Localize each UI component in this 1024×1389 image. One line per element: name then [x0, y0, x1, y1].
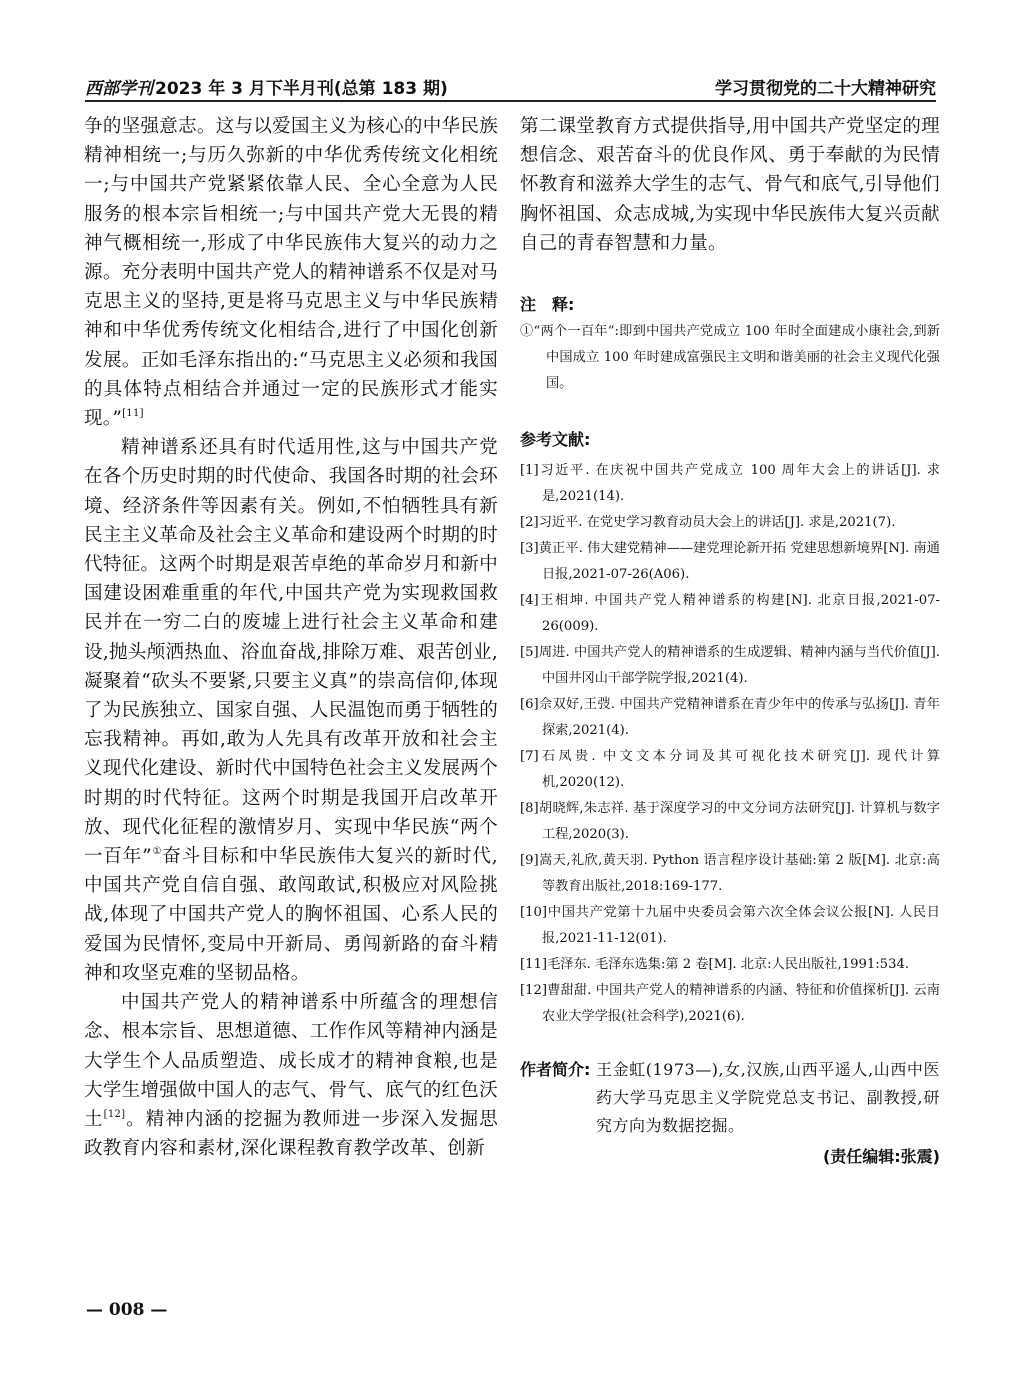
reference-number: [3] [520, 541, 539, 557]
reference-number: [7] [520, 749, 539, 765]
journal-logo: 西部学刊 [85, 79, 153, 99]
citation-12: [12] [103, 1108, 126, 1120]
reference-item [520, 588, 940, 640]
footnote-marker-1: ① [151, 846, 163, 858]
paragraph-text: 。精神内涵的挖掘为教师进一步深入发掘思政教育内容和素材,深化课程教育教学改革、创新 [84, 1108, 498, 1160]
responsible-editor: (责任编辑:张震) [822, 1147, 940, 1167]
reference-number: [6] [520, 697, 539, 713]
reference-item [520, 510, 940, 536]
reference-item [520, 978, 940, 1030]
reference-item [520, 952, 940, 978]
citation-11: [11] [122, 408, 144, 420]
reference-text: 毛泽东. 毛泽东选集:第 2 卷[M]. 北京:人民出版社,1991:534. [547, 957, 910, 973]
reference-item [520, 692, 940, 744]
paragraph-text: 奋斗目标和中华民族伟大复兴的新时代,中国共产党自信自强、敢闯敢试,积极应对风险挑战,体现了中国共产党人的胸怀祖国、心系人民的爱国为民情怀,变局中开新局、勇闯新路的奋斗精神和攻坚克难的坚韧品格。 [84, 846, 498, 984]
page-header [85, 70, 936, 102]
reference-text: 习近平. 在庆祝中国共产党成立 100 周年大会上的讲话[J]. 求是,2021(14). [538, 463, 940, 505]
notes-heading: 注 释: [520, 295, 575, 315]
reference-number: [10] [520, 905, 548, 921]
paragraph-text: 争的坚强意志。这与以爱国主义为核心的中华民族精神相统一;与历久弥新的中华优秀传统文化相统一;与中国共产党紧紧依靠人民、全心全意为人民服务的根本宗旨相统一;与中国共产党大无畏的精神气概相统一,形成了中华民族伟大复兴的动力之源。充分表明中国共产党人的精神谱系不仅是对马克思主义的坚持,更是将马克思主义与中华民族精神和中华优秀传统文化相结合,进行了中国化创新发展。正如毛泽东指出的:“马克思主义必须和我国的具体特点相结合并通过一定的民族形式才能实现。” [84, 116, 498, 430]
reference-item [520, 458, 940, 510]
reference-item [520, 848, 940, 900]
paragraph-3 [84, 988, 498, 1163]
reference-text: 石凤贵. 中文文本分词及其可视化技术研究[J]. 现代计算机,2020(12). [538, 749, 940, 791]
reference-number: [9] [520, 853, 539, 869]
reference-item [520, 900, 940, 952]
references-list [520, 458, 940, 1030]
section-title: 学习贯彻党的二十大精神研究 [715, 79, 936, 99]
reference-text: 中国共产党第十九届中央委员会第六次全体会议公报[N]. 人民日报,2021-11-12(01). [542, 905, 940, 947]
paragraph-text: 精神谱系还具有时代适用性,这与中国共产党在各个历史时期的时代使命、我国各时期的社会环境、经济条件等因素有关。例如,不怕牺牲具有新民主主义革命及社会主义革命和建设两个时期的时代特征。这两个时期是艰苦卓绝的革命岁月和新中国建设困难重重的年代,中国共产党为实现救国救民并在一穷二白的废墟上进行社会主义革命和建设,抛头颅洒热血、浴血奋战,排除万难、艰苦创业,凝聚着“砍头不要紧,只要主义真”的崇高信仰,体现了为民族独立、国家自强、人民温饱而勇于牺牲的忘我精神。再如,敢为人先具有改革开放和社会主义现代化建设、新时代中国特色社会主义发展两个时期的时代特征。这两个时期是我国开启改革开放、现代化征程的激情岁月、实现中华民族“两个一百年” [84, 437, 498, 868]
reference-text: 嵩天,礼欣,黄天羽. Python 语言程序设计基础:第 2 版[M]. 北京:高等教育出版社,2018:169-177. [538, 853, 940, 895]
reference-number: [8] [520, 801, 539, 817]
reference-number: [12] [520, 983, 548, 999]
paragraph-4: 第二课堂教育方式提供指导,用中国共产党坚定的理想信念、艰苦奋斗的优良作风、勇于奉献的为民情怀教育和滋养大学生的志气、骨气和底气,引导他们胸怀祖国、众志成城,为实现中华民族伟大复兴贡献自己的青春智慧和力量。 [520, 116, 940, 254]
reference-item [520, 796, 940, 848]
paragraph-2 [84, 433, 498, 988]
reference-item [520, 744, 940, 796]
paragraph-1 [84, 112, 498, 433]
reference-text: 佘双好,王弢. 中国共产党精神谱系在青少年中的传承与弘扬[J]. 青年探索,2021(4). [538, 697, 940, 739]
reference-text: 周进. 中国共产党人的精神谱系的生成逻辑、精神内涵与当代价值[J]. 中国井冈山干部学院学报,2021(4). [538, 645, 940, 687]
reference-number: [5] [520, 645, 539, 661]
note-1: ①“两个一百年”:即到中国共产党成立 100 年时全面建成小康社会,到新中国成立 100 年时建成富强民主文明和谐美丽的社会主义现代化强国。 [520, 324, 940, 392]
reference-text: 王相坤. 中国共产党人精神谱系的构建[N]. 北京日报,2021-07-26(009). [538, 593, 940, 635]
left-column [84, 112, 498, 1163]
author-label: 作者简介: [520, 1060, 591, 1080]
journal-issue [85, 74, 448, 99]
reference-item [520, 640, 940, 692]
issue-label: 2023 年 3 月下半月刊(总第 183 期) [155, 79, 448, 99]
right-column [520, 112, 940, 1167]
page-number: — 008 — [86, 1300, 168, 1320]
reference-number: [4] [520, 593, 539, 609]
reference-text: 曹甜甜. 中国共产党人的精神谱系的内涵、特征和价值探析[J]. 云南农业大学学报(社会科学),2021(6). [542, 983, 940, 1025]
reference-item [520, 536, 940, 588]
reference-number: [2] [520, 515, 539, 531]
reference-number: [1] [520, 463, 539, 479]
author-text: 王金虹(1973—),女,汉族,山西平遥人,山西中医药大学马克思主义学院党总支书记、副教授,研究方向为数据挖掘。 [596, 1060, 940, 1136]
references-heading: 参考文献: [520, 430, 591, 450]
reference-text: 胡晓辉,朱志祥. 基于深度学习的中文分词方法研究[J]. 计算机与数字工程,2020(3). [538, 801, 940, 843]
reference-text: 黄正平. 伟大建党精神——建党理论新开拓 党建思想新境界[N]. 南通日报,2021-07-26(A06). [538, 541, 940, 583]
paragraph-text: 中国共产党人的精神谱系中所蕴含的理想信念、根本宗旨、思想道德、工作作风等精神内涵是大学生个人品质塑造、成长成才的精神食粮,也是大学生增强做中国人的志气、骨气、底气的红色沃土 [84, 992, 498, 1130]
reference-text: 习近平. 在党史学习教育动员大会上的讲话[J]. 求是,2021(7). [538, 515, 896, 531]
reference-number: [11] [520, 957, 548, 973]
author-bio [520, 1056, 940, 1140]
